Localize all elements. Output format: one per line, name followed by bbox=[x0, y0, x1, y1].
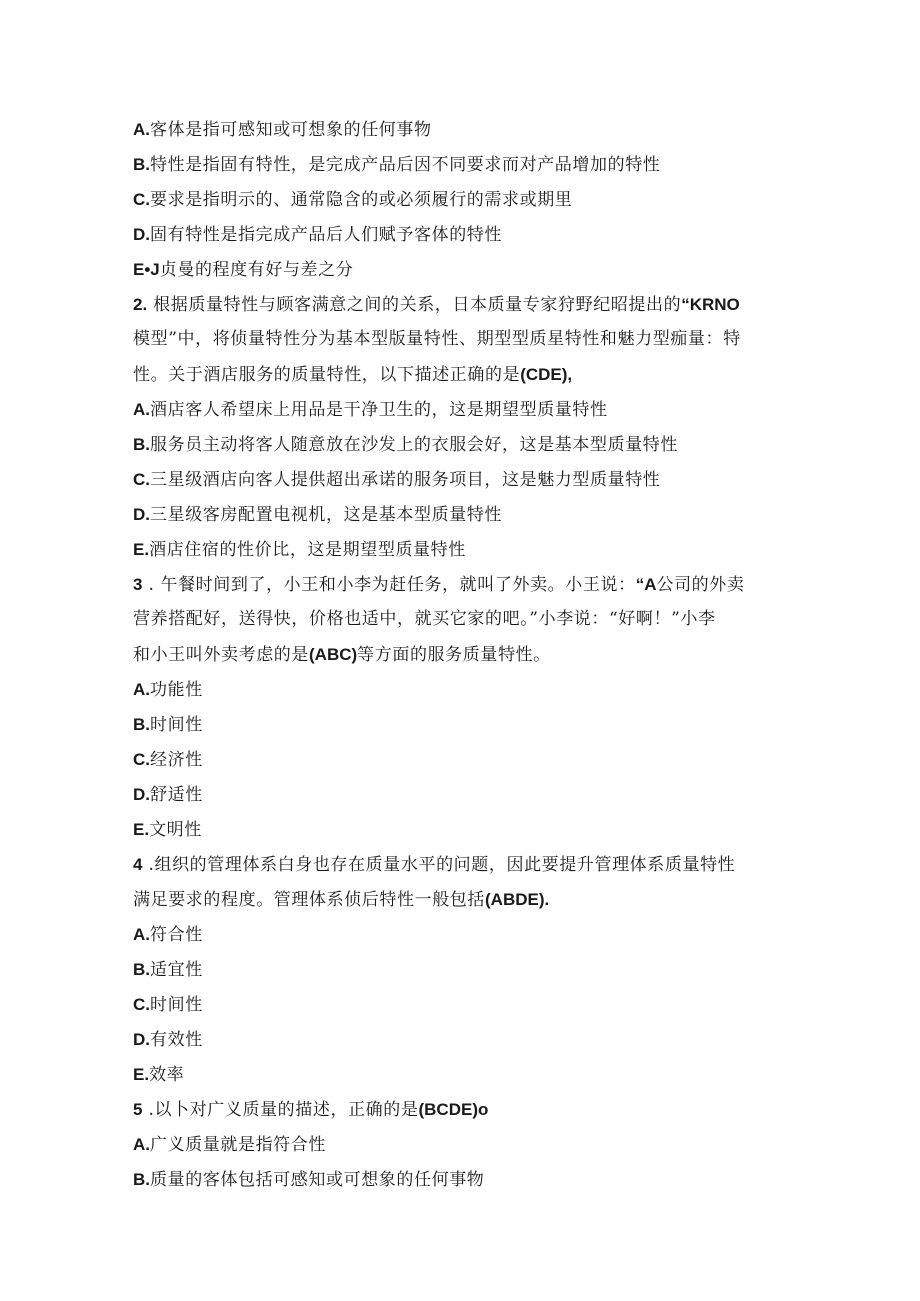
option-text: 固有特性是指完成产品后人们赋予客体的特性 bbox=[150, 225, 502, 245]
q1-option-a bbox=[133, 112, 793, 147]
option-label: C. bbox=[133, 995, 150, 1014]
option-label: B. bbox=[133, 960, 150, 979]
q4-option-a bbox=[133, 917, 793, 952]
option-text: 特性是指固有特性，是完成产品后因不同要求而对产品增加的特性 bbox=[150, 155, 661, 175]
answer-key: (ABDE). bbox=[485, 890, 550, 909]
stem-text: .组织的管理体系白身也存在质量水平的问题，因此要提升管理体系质量特性 bbox=[142, 855, 736, 875]
q5-option-a bbox=[133, 1127, 793, 1162]
option-text: 要求是指明示的、通常隐含的或必须履行的需求或期里 bbox=[150, 190, 573, 210]
q3-stem-line-3 bbox=[133, 637, 793, 672]
option-text: 酒店客人希望床上用品是干净卫生的，这是期望型质量特性 bbox=[150, 400, 608, 420]
option-label: B. bbox=[133, 715, 150, 734]
q5-stem-line-1 bbox=[133, 1092, 793, 1127]
q1-option-c bbox=[133, 182, 793, 217]
option-label: A. bbox=[133, 120, 150, 139]
q2-option-b bbox=[133, 427, 793, 462]
option-label: E. bbox=[133, 540, 150, 559]
option-label: C. bbox=[133, 750, 150, 769]
stem-text: 等方面的服务质量特性。 bbox=[357, 645, 551, 665]
q3-stem-line-1 bbox=[133, 567, 793, 602]
q3-option-c bbox=[133, 742, 793, 777]
option-text: 质量的客体包括可感知或可想象的任何事物 bbox=[150, 1170, 485, 1190]
option-label: E. bbox=[133, 1065, 150, 1084]
option-text: 客体是指可感知或可想象的任何事物 bbox=[150, 120, 432, 140]
option-text: 广义质量就是指符合性 bbox=[150, 1135, 326, 1155]
option-text: 时间性 bbox=[150, 715, 203, 735]
option-label: D. bbox=[133, 505, 150, 524]
option-label: B. bbox=[133, 435, 150, 454]
document-page bbox=[133, 112, 793, 1197]
q1-option-b bbox=[133, 147, 793, 182]
q4-option-e bbox=[133, 1057, 793, 1092]
stem-bold: “A bbox=[635, 575, 657, 594]
option-label: D. bbox=[133, 1030, 150, 1049]
q1-option-d bbox=[133, 217, 793, 252]
stem-text: 满足要求的程度。管理体系侦后特性一般包括 bbox=[133, 890, 485, 910]
option-text: 功能性 bbox=[150, 680, 203, 700]
stem-bold: “KRNO bbox=[681, 295, 740, 314]
stem-text: . 午餐时间到了，小王和小李为赶任务，就叫了外卖。小王说： bbox=[142, 575, 636, 595]
q1-option-e bbox=[133, 252, 793, 287]
option-text: 舒适性 bbox=[150, 785, 203, 805]
option-text: 时间性 bbox=[150, 995, 203, 1015]
option-label: D. bbox=[133, 225, 150, 244]
option-label: C. bbox=[133, 190, 150, 209]
option-label: C. bbox=[133, 470, 150, 489]
stem-text: 和小王叫外卖考虑的是 bbox=[133, 645, 309, 665]
question-number: 3 bbox=[133, 575, 143, 594]
q4-option-c bbox=[133, 987, 793, 1022]
answer-key: (CDE), bbox=[520, 365, 573, 384]
option-label: A. bbox=[133, 680, 150, 699]
answer-key: (BCDE)o bbox=[418, 1100, 489, 1119]
q3-option-e bbox=[133, 812, 793, 847]
q2-stem-line-1 bbox=[133, 287, 793, 322]
q2-option-c bbox=[133, 462, 793, 497]
option-label: A. bbox=[133, 400, 150, 419]
option-label: D. bbox=[133, 785, 150, 804]
q2-option-e bbox=[133, 532, 793, 567]
q4-stem-line-1 bbox=[133, 847, 793, 882]
q5-option-b bbox=[133, 1162, 793, 1197]
q2-stem-line-3 bbox=[133, 357, 793, 392]
option-label: A. bbox=[133, 1135, 150, 1154]
q2-option-d bbox=[133, 497, 793, 532]
option-text: 符合性 bbox=[150, 925, 203, 945]
q3-stem-line-2 bbox=[133, 602, 793, 637]
stem-text: 公司的外卖 bbox=[656, 575, 745, 595]
stem-text: 营养搭配好，送得快，价格也适中，就买它家的吧。”小李说：“好啊！”小李 bbox=[133, 609, 716, 629]
option-text: 文明性 bbox=[149, 820, 202, 840]
option-text: 服务员主动将客人随意放在沙发上的衣服会好，这是基本型质量特性 bbox=[150, 435, 678, 455]
q3-option-b bbox=[133, 707, 793, 742]
option-label: E. bbox=[133, 820, 150, 839]
q3-option-a bbox=[133, 672, 793, 707]
option-label: B. bbox=[133, 1170, 150, 1189]
option-text: 贞曼的程度有好与差之分 bbox=[159, 260, 354, 280]
option-text: 三星级酒店向客人提供超出承诺的服务项目，这是魅力型质量特性 bbox=[150, 470, 661, 490]
option-label: E•J bbox=[133, 260, 160, 279]
question-number: 4 bbox=[133, 855, 143, 874]
q3-option-d bbox=[133, 777, 793, 812]
option-text: 经济性 bbox=[150, 750, 203, 770]
option-text: 有效性 bbox=[150, 1030, 203, 1050]
option-label: B. bbox=[133, 155, 150, 174]
question-number: 5 bbox=[133, 1100, 143, 1119]
option-text: 效率 bbox=[149, 1065, 185, 1085]
q4-option-b bbox=[133, 952, 793, 987]
stem-text: 性。关于酒店服务的质量特性，以下描述正确的是 bbox=[133, 365, 521, 385]
q4-stem-line-2 bbox=[133, 882, 793, 917]
option-text: 酒店住宿的性价比，这是期望型质量特性 bbox=[149, 540, 466, 560]
stem-text: 根据质量特性与顾客满意之间的关系，日本质量专家狩野纪昭提出的 bbox=[147, 295, 682, 315]
q2-stem-line-2 bbox=[133, 322, 793, 357]
stem-text: 模型”中，将侦量特性分为基本型版量特性、期型型质星特性和魅力型痂量：特 bbox=[133, 329, 741, 349]
option-label: A. bbox=[133, 925, 150, 944]
question-number: 2. bbox=[133, 295, 148, 314]
option-text: 三星级客房配置电视机，这是基本型质量特性 bbox=[150, 505, 502, 525]
q2-option-a bbox=[133, 392, 793, 427]
answer-key: (ABC) bbox=[309, 645, 358, 664]
q4-option-d bbox=[133, 1022, 793, 1057]
stem-text: .以卜对广义质量的描述，正确的是 bbox=[142, 1100, 419, 1120]
option-text: 适宜性 bbox=[150, 960, 203, 980]
